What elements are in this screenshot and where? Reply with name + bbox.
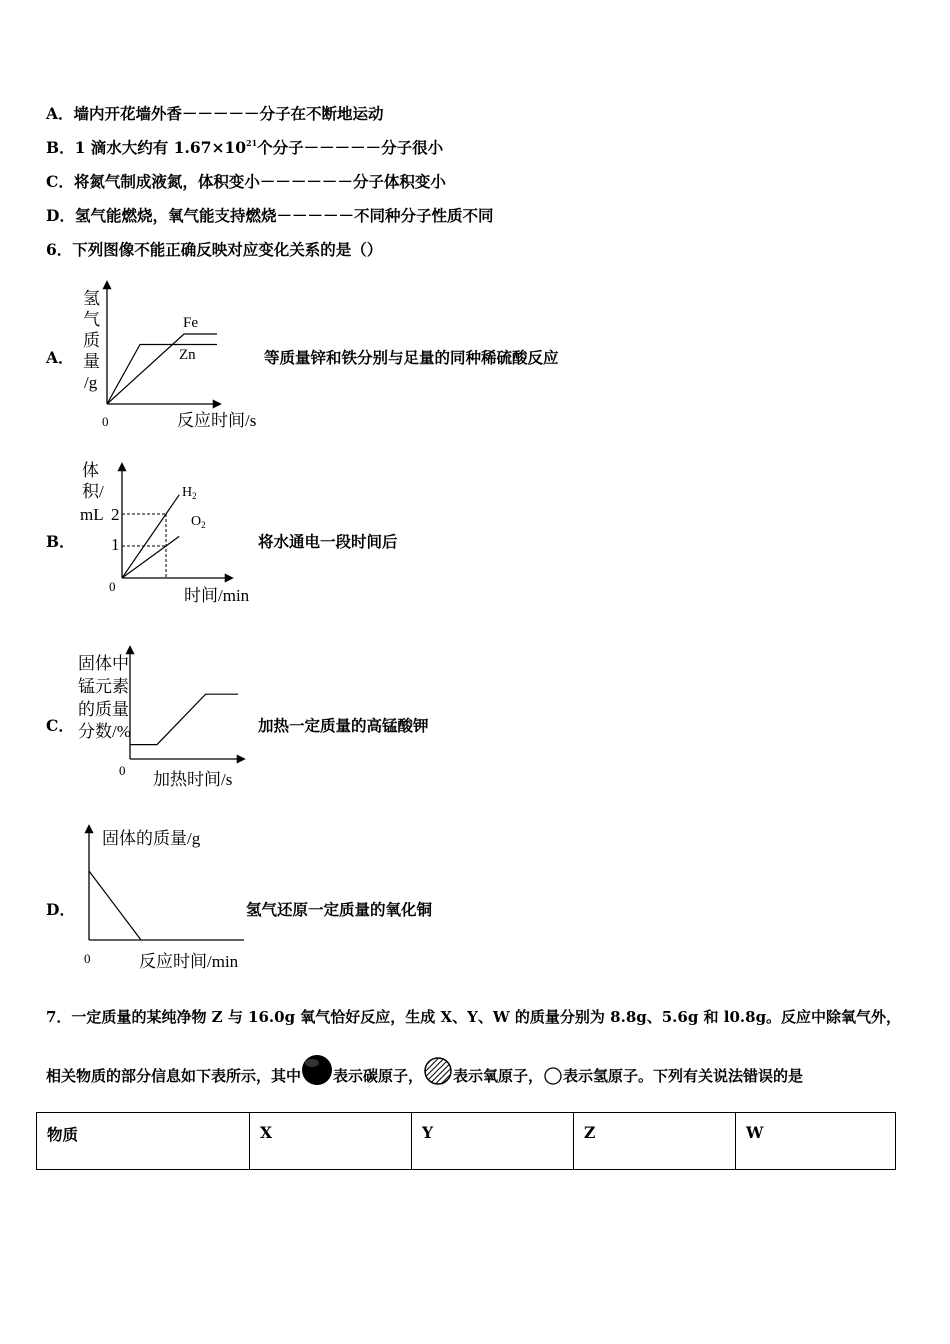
origin-label: 0 [84, 951, 91, 966]
q6-option-b-label: B． [46, 532, 75, 551]
origin-label: 0 [119, 763, 126, 778]
q6-option-b-caption: 将水通电一段时间后 [258, 532, 398, 551]
series-line [89, 871, 141, 940]
q6-option-d-label: D． [46, 900, 75, 919]
series-fe-label: Fe [183, 315, 198, 331]
series-o2-label [191, 514, 206, 530]
y-label-line: 的质量 [78, 700, 129, 719]
q6-option-c-caption: 加热一定质量的高锰酸钾 [258, 716, 429, 735]
q5-option-a [46, 102, 384, 124]
q5-option-c [46, 170, 446, 192]
substance-table [36, 1112, 896, 1170]
q7-text: 表示氢原子。下列有关说法错误的是 [563, 1067, 804, 1085]
option-text: 将氮气制成液氮，体积变小－－－－－－分子体积变小 [73, 172, 446, 191]
chart-c [74, 643, 274, 795]
option-text: 墙内开花墙外香－－－－－分子在不断地运动 [73, 104, 384, 123]
chart-a [70, 278, 270, 438]
option-text: 个分子－－－－－分子很小 [257, 138, 444, 157]
y-tick-2: 2 [111, 505, 120, 524]
y-label-char: 氢 [83, 289, 100, 308]
option-label: C． [46, 172, 74, 191]
carbon-atom-icon [301, 1054, 333, 1086]
q7-text: 相关物质的部分信息如下表所示，其中 [46, 1067, 302, 1085]
exponent: 21 [246, 138, 258, 148]
q7-text: 表示氧原子， [453, 1067, 544, 1085]
y-label-char: 量 [83, 352, 100, 371]
y-label-line: 锰元素 [78, 677, 129, 696]
y-label-char: 气 [83, 310, 100, 329]
option-label: D． [46, 206, 75, 225]
hydrogen-atom-icon [543, 1066, 563, 1086]
table-header-cell: 物质 [37, 1113, 250, 1170]
chart-d [74, 820, 274, 975]
origin-label: 0 [102, 414, 109, 429]
q7-text: 表示碳原子， [333, 1067, 424, 1085]
y-axis-label [83, 289, 100, 392]
x-axis-label: 反应时间/s [177, 411, 257, 430]
table-row [37, 1113, 896, 1170]
y-label-char: /g [84, 373, 98, 392]
q5-option-b [46, 136, 443, 158]
y-label-line: 体 [82, 461, 99, 480]
series-o2-sub: 2 [201, 520, 206, 530]
q6-option-c-label: C． [46, 716, 74, 735]
y-label-line: 固体中 [78, 654, 129, 673]
x-axis-label: 加热时间/s [153, 770, 233, 789]
series-line [130, 694, 238, 744]
x-axis-label: 时间/min [184, 586, 250, 605]
q6-option-a-label: A． [46, 348, 74, 367]
chart-b [74, 458, 274, 608]
q7-stem-line2 [46, 1054, 803, 1096]
series-o2-name: O [191, 514, 202, 529]
y-tick-1: 1 [111, 535, 120, 554]
origin-label: 0 [109, 579, 116, 594]
series-h2-name: H [182, 485, 193, 500]
table-header-cell: X [250, 1113, 412, 1170]
y-axis-label: 固体的质量/g [102, 829, 201, 848]
series-h2-label [182, 485, 197, 501]
series-h2-line [122, 495, 179, 578]
q5-option-d [46, 204, 493, 226]
q7-stem-line1: 7．一定质量的某纯净物 Z 与 16.0g 氧气恰好反应，生成 X、Y、W 的质量分别为 8.8g、5.6g 和 l0.8g。反应中除氧气外， [46, 1008, 902, 1026]
oxygen-atom-icon [423, 1056, 453, 1086]
series-zn-label: Zn [179, 347, 196, 363]
table-header-cell: Z [574, 1113, 736, 1170]
option-label: A． [46, 104, 74, 123]
series-o2-line [122, 536, 179, 578]
q6-option-d-caption: 氢气还原一定质量的氧化铜 [246, 900, 433, 919]
series-h2-sub: 2 [192, 491, 197, 501]
y-label-char: 质 [83, 331, 100, 350]
x-axis-label: 反应时间/min [139, 952, 239, 971]
y-label-line: 积/ [82, 482, 104, 501]
option-text: 氢气能燃烧，氧气能支持燃烧－－－－－不同种分子性质不同 [74, 206, 494, 225]
q6-stem: 6．下列图像不能正确反映对应变化关系的是（） [46, 240, 383, 259]
y-label-line: 分数/% [78, 722, 131, 741]
q6-option-a-caption: 等质量锌和铁分别与足量的同种稀硫酸反应 [264, 348, 559, 367]
option-label: B． [46, 138, 75, 157]
option-text: 1 滴水大约有 1.67×10 [74, 138, 246, 157]
table-header-cell: W [736, 1113, 896, 1170]
y-label-line: mL [80, 505, 104, 524]
table-header-cell: Y [412, 1113, 574, 1170]
